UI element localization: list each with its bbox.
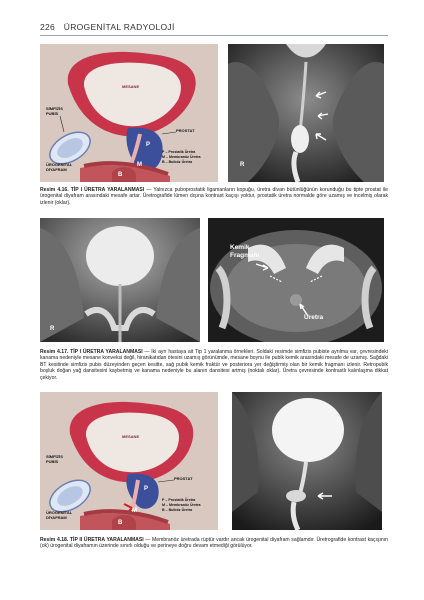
legend-item: B – Bulböz Üretra: [162, 508, 193, 512]
label-bone-fragment: Kemik Fragmanı: [230, 244, 260, 259]
label-diaphragm: ÜROGENİTAL DİYAFRAM: [46, 162, 73, 172]
label-urethra: Üretra: [304, 314, 324, 321]
caption-label: Resim 4.17. TİP I ÜRETRA YARALANMASI: [40, 349, 143, 355]
letter-m: M: [132, 508, 137, 514]
side-marker: R: [240, 162, 245, 168]
label-symphysis: SİMFİZİS PUBİS: [46, 106, 63, 116]
legend: [162, 150, 201, 165]
book-title: ÜROGENİTAL RADYOLOJİ: [63, 22, 175, 32]
page-number: 226: [40, 22, 56, 32]
legend-item: M – Membranöz Üretra: [162, 503, 201, 507]
label-prostate: PROSTAT: [176, 128, 195, 133]
label-bladder: MESANE: [122, 84, 140, 89]
caption-label: Resim 4.18. TİP II ÜRETRA YARALANMASI: [40, 537, 144, 543]
legend-item: P – Prostatik Üretra: [162, 150, 196, 154]
letter-p: P: [146, 142, 151, 148]
letter-b: B: [118, 172, 123, 178]
legend-item: P – Prostatik Üretra: [162, 498, 196, 502]
caption-fig-416: [40, 187, 388, 206]
caption-text: — Membranöz üretrada rüptür vardır ancak ürogenital diyafram sağlamdır. Üretrografide kontrast kaçışının (ok) ürogenital diyaframın üzerinde sınırlı olduğu ve perineye doğru devam etmediği görülüyor.: [40, 537, 388, 550]
caption-fig-417: [40, 349, 388, 381]
legend-item: M – Membranöz Üretra: [162, 155, 201, 159]
header-rule: [40, 35, 388, 36]
label-bladder: MESANE: [122, 434, 140, 439]
label-symphysis: SİMFİZİS PUBİS: [46, 454, 63, 464]
label-diaphragm: ÜROGENİTAL DİYAFRAM: [46, 510, 73, 520]
legend-item: B – Bulböz Üretra: [162, 160, 193, 164]
caption-text: — Yalnızca puboprostatik ligamanların kopuğu, üretra divan bütünlüğünün korunduğu bu tipte prostat ile ürogenital diyafram arasındaki mesafe artar. Üretrografide lümen dışına kontrast kaçışı yoktur, prostatik üretra normalde göre uzamış ve incelmiş olarak izlenir (oklar).: [40, 187, 388, 206]
letter-b: B: [118, 520, 123, 526]
pelvis-xray-image: [40, 218, 200, 342]
caption-fig-418: [40, 537, 388, 550]
side-marker: R: [50, 326, 55, 332]
ct-scan-image: [208, 218, 384, 342]
ct-scan-type1: [208, 218, 384, 342]
caption-text: — İki ayrı hastaya ait Tip 1 yaralanma örnekleri. Soldaki resimde simfizis pubiste ayrılma var, çevresindeki kanama nedeniyle mesane konveksi değil, hiranikatıdan ötesini uzamış görünümde, mesane boynu ile pubik kemik arasındaki mesafe de uzamış. Sağdaki BT kesitinde simfizis pubis düzeyinden geçen kesitte, sağ pubik kemik fraktür ve posteriora yer değiştirmiş olan bir kemik fragmanı izlenir. Retropubik boşluk doğan yağ dansitesini kaybetmiş ve kanama nedeniyle bu alanın dansitesi artmış (noktalı oklar). Üretra çevresinde kontrastlı kalınlaşma dikkat çekiyor.: [40, 349, 388, 381]
urethrogram-type2: [232, 392, 382, 530]
diagram-type1-injury: [40, 44, 218, 182]
caption-label: Resim 4.16. TİP I ÜRETRA YARALANMASI: [40, 187, 145, 193]
letter-m: M: [137, 162, 142, 168]
urethrogram-type1: [228, 44, 384, 182]
urethrogram-image: [228, 44, 384, 182]
letter-p: P: [144, 486, 149, 492]
legend: [162, 498, 201, 513]
diagram-type2-injury: [40, 392, 218, 530]
pelvis-xray-type1: [40, 218, 200, 342]
running-header: [40, 22, 175, 32]
urethrogram-image: [232, 392, 382, 530]
label-prostate: PROSTAT: [174, 476, 193, 481]
